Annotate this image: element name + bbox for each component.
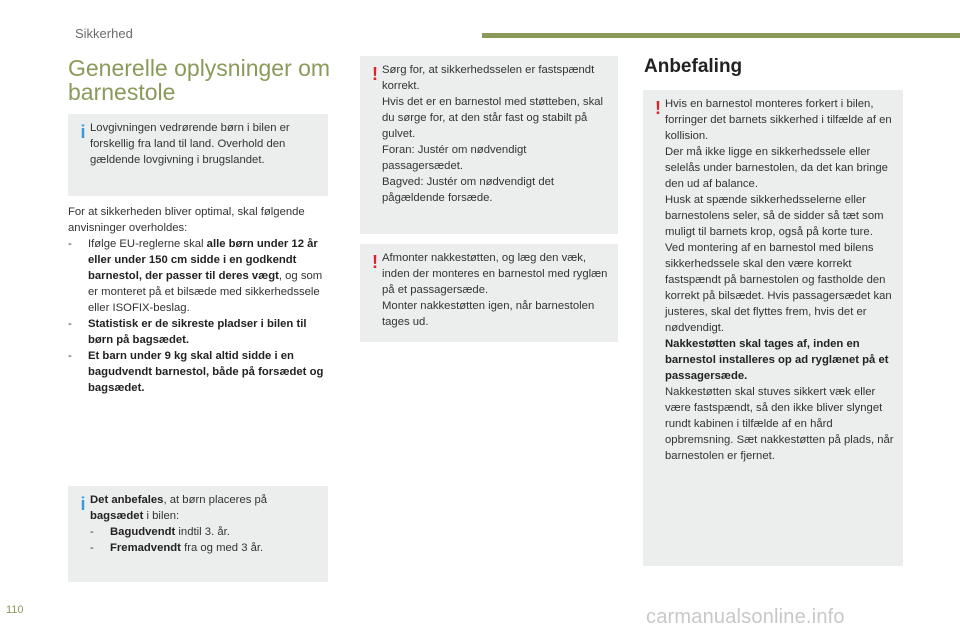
- item-text-bold: Statistisk er de sikreste pladser i bilen til børn på bagsædet.: [88, 318, 307, 346]
- list-dash: -: [90, 526, 94, 538]
- list-item: [90, 524, 320, 540]
- list-item: [68, 236, 330, 316]
- list-item: [68, 316, 330, 348]
- option-bold: Fremadvendt: [110, 542, 181, 554]
- item-text-bold: Et barn under 9 kg skal altid sidde i en bagudvendt barnestol, både på forsædet og bagsædet.: [88, 350, 324, 394]
- warning-icon: !: [372, 252, 378, 272]
- list-dash: -: [68, 318, 72, 330]
- page-title: Generelle oplysninger om barnestole: [68, 55, 331, 105]
- warning-line: Sørg for, at sikkerhedsselen er fastspændt korrekt.: [382, 64, 595, 92]
- option-text: fra og med 3 år.: [180, 542, 264, 554]
- recommendation-paragraph: Husk at spænde sikkerhedsselerne eller barnestolens seler, så de sidder så tæt som muligt til barnets krop, også på korte ture.: [665, 194, 884, 238]
- recommendation-heading: Anbefaling: [644, 56, 743, 77]
- headrest-warning-box: [360, 244, 618, 342]
- warning-line: Bagved: Justér om nødvendigt det pågældende forsæde.: [382, 176, 555, 204]
- warning-icon: !: [372, 64, 378, 84]
- recommendation-paragraph: Der må ikke ligge en sikkerhedssele eller selelås under barnestolen, da det kan bringe den ud af balance.: [665, 146, 888, 190]
- recommendation-text: [665, 96, 895, 464]
- headrest-warning-text: [382, 250, 610, 330]
- warning-icon: !: [655, 98, 661, 118]
- warning-line: Monter nakkestøtten igen, når barnestolen tages ud.: [382, 300, 595, 328]
- option-text: indtil 3. år.: [175, 526, 230, 538]
- list-item: [68, 348, 330, 396]
- watermark: carmanualsonline.info: [646, 606, 845, 628]
- option-bold: Bagudvendt: [110, 526, 176, 538]
- lead-bold: bagsædet: [90, 510, 144, 522]
- instructions-intro: For at sikkerheden bliver optimal, skal følgende anvisninger overholdes:: [68, 206, 305, 234]
- law-info-text: Lovgivningen vedrørende børn i bilen er forskellig fra land til land. Overhold den gældende lovgivning i brugslandet.: [90, 122, 290, 166]
- recommendation-warning-box: [643, 90, 903, 566]
- item-text: , og som er monteret på et bilsæde med sikkerhedssele eller ISOFIX-beslag.: [88, 270, 323, 314]
- warning-line: Afmonter nakkestøtten, og læg den væk, inden der monteres en barnestol med ryglæn på et passagersæde.: [382, 252, 608, 296]
- list-dash: -: [68, 350, 72, 362]
- info-icon: i: [80, 122, 86, 142]
- lead-text: i bilen:: [143, 510, 180, 522]
- warning-line: Hvis det er en barnestol med støtteben, skal du sørge for, at den står fast og stabilt på gulvet.: [382, 96, 604, 140]
- list-dash: -: [90, 542, 94, 554]
- item-text: Ifølge EU-reglerne skal: [88, 238, 207, 250]
- seatbelt-warning-text: [382, 62, 610, 206]
- info-icon: i: [80, 494, 86, 514]
- list-item: [90, 540, 320, 556]
- warning-line: Foran: Justér om nødvendigt passagersædet.: [382, 144, 527, 172]
- list-dash: -: [68, 238, 72, 250]
- law-info-box: [68, 114, 328, 196]
- section-header: Sikkerhed: [75, 26, 133, 41]
- lead-bold: Det anbefales: [90, 494, 164, 506]
- recommendation-paragraph: Nakkestøtten skal stuves sikkert væk eller være fastspændt, så den ikke bliver slynget rundt kabinen i tilfælde af en hård opbremsning. Sæt nakkestøtten på plads, når barnestolen er fjernet.: [665, 386, 894, 462]
- safety-instructions: [68, 204, 330, 396]
- item-text-bold: alle børn under 12 år eller under 150 cm sidde i en godkendt barnestol, der passer til deres vægt: [88, 238, 318, 282]
- seatbelt-warning-box: [360, 56, 618, 234]
- seat-recommendation-box: [68, 486, 328, 582]
- recommendation-paragraph: Hvis en barnestol monteres forkert i bilen, forringer det barnets sikkerhed i tilfælde af en kollision.: [665, 98, 892, 142]
- recommendation-paragraph: Ved montering af en barnestol med bilens sikkerhedssele skal den være korrekt fastspændt på barnestolen og fastholde den korrekt på bilsædet. Hvis passagersædet kan justeres, skal det flyttes frem, hvis det er nødvendigt.: [665, 242, 892, 334]
- seat-recommendation-text: [90, 492, 320, 556]
- header-rule: [482, 33, 960, 38]
- recommendation-bold: Nakkestøtten skal tages af, inden en barnestol installeres op ad ryglænet på et passagersæde.: [665, 338, 889, 382]
- page-number: 110: [6, 604, 24, 616]
- lead-text: , at børn placeres på: [163, 494, 268, 506]
